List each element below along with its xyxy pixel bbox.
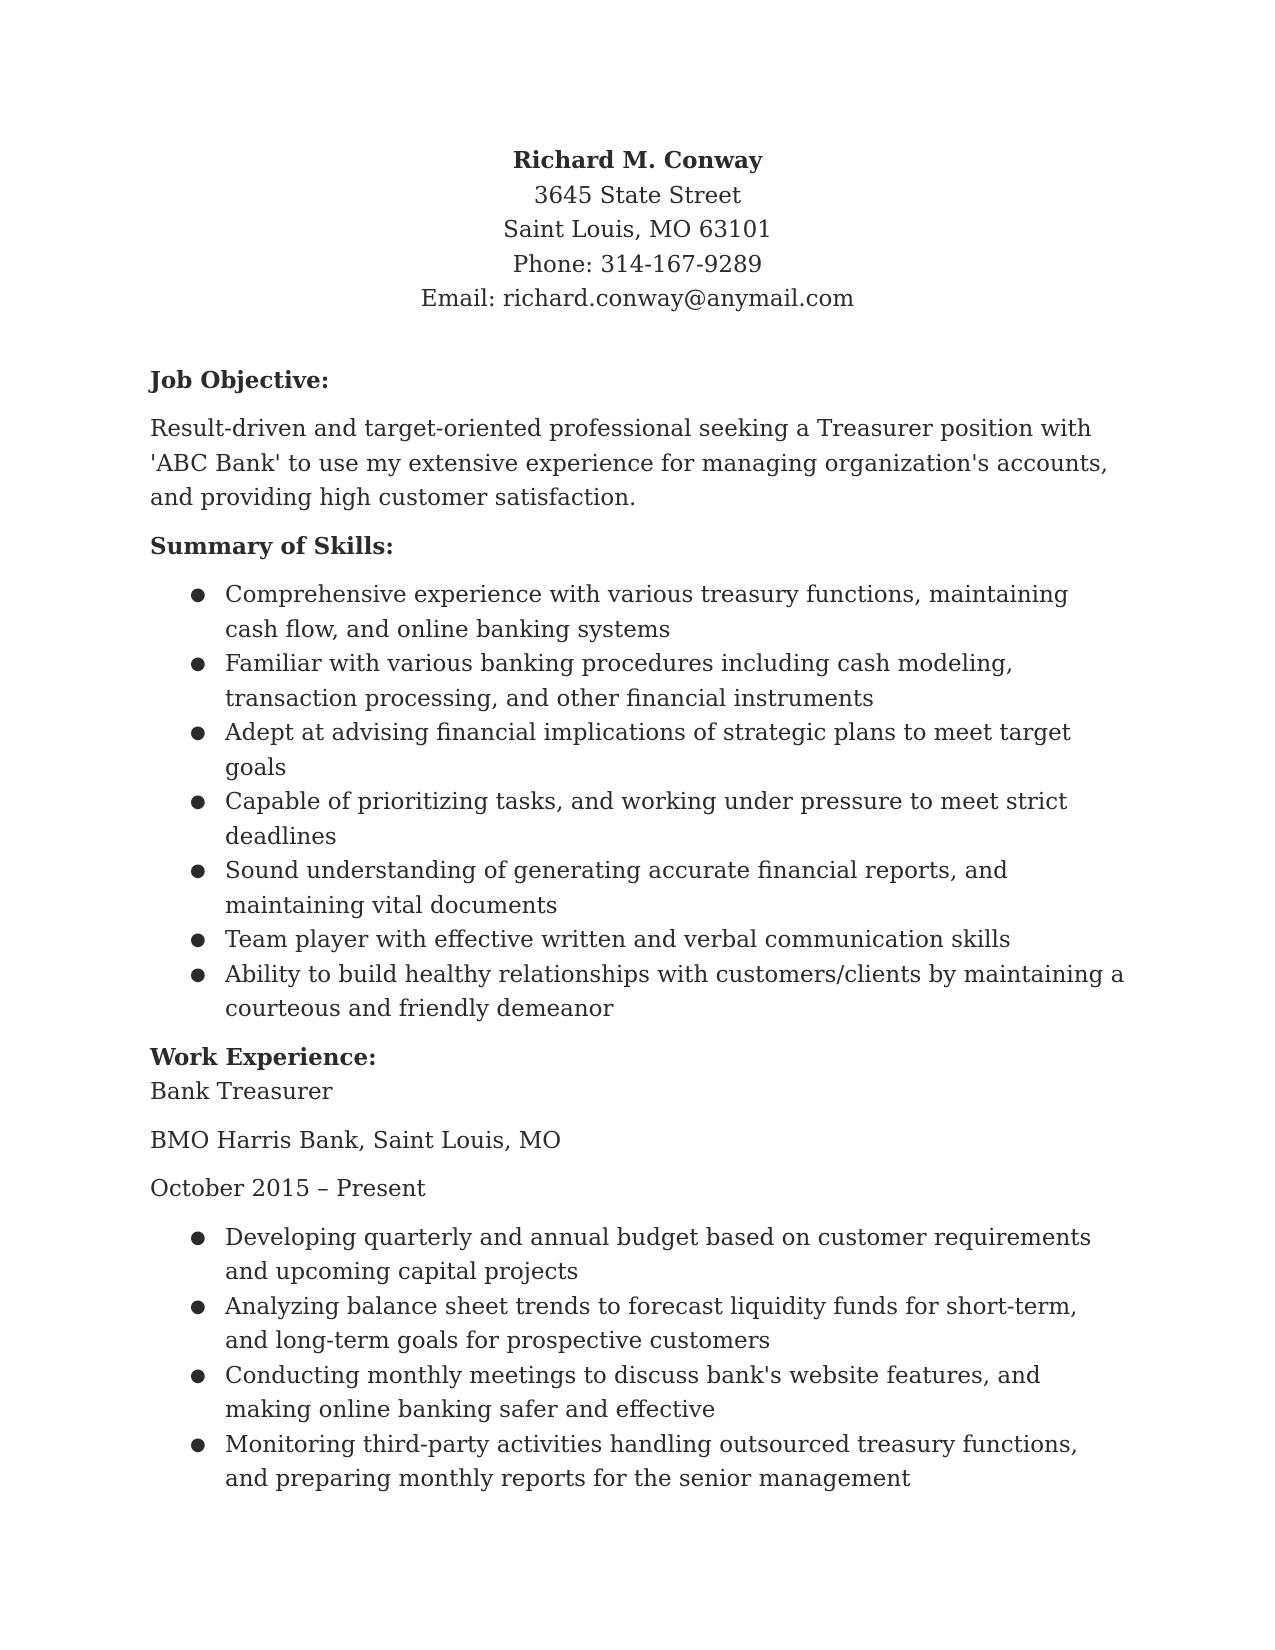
bullet-icon: ● <box>190 1295 206 1317</box>
employer: BMO Harris Bank, Saint Louis, MO <box>150 1127 562 1154</box>
skill-text: Team player with effective written and verbal communication skills <box>225 927 1011 953</box>
duty-text: Analyzing balance sheet trends to forecast liquidity funds for short-term, and long-term goals for prospective customers <box>225 1293 1078 1354</box>
skill-text: Sound understanding of generating accurate financial reports, and maintaining vital documents <box>225 858 1008 919</box>
address-line-2: Saint Louis, MO 63101 <box>503 217 772 243</box>
spacer <box>150 317 1125 364</box>
duty-text: Developing quarterly and annual budget based on customer requirements and upcoming capital projects <box>225 1224 1092 1285</box>
bullet-icon: ● <box>190 963 206 985</box>
bullet-icon: ● <box>190 929 206 950</box>
duty-text: Conducting monthly meetings to discuss bank's website features, and making online banking safer and effective <box>225 1362 1041 1423</box>
list-item <box>150 1290 1125 1359</box>
skill-text: Familiar with various banking procedures including cash modeling, transaction processing, and other financial instruments <box>225 651 1014 712</box>
job-title: Bank Treasurer <box>150 1079 333 1105</box>
list-item <box>150 647 1125 716</box>
bullet-icon: ● <box>190 1433 206 1455</box>
email-address: Email: richard.conway@anymail.com <box>420 286 855 312</box>
resume-content <box>150 144 1125 1497</box>
experience-heading: Work Experience: <box>150 1043 377 1071</box>
employment-dates: October 2015 – Present <box>150 1176 426 1202</box>
candidate-name: Richard M. Conway <box>512 147 763 174</box>
bullet-icon: ● <box>190 860 206 881</box>
skill-text: Adept at advising financial implications of strategic plans to meet target goals <box>225 720 1071 781</box>
list-item <box>150 785 1125 854</box>
bullet-icon: ● <box>190 653 206 674</box>
skills-list <box>150 578 1125 1027</box>
list-item <box>150 958 1125 1027</box>
bullet-icon: ● <box>190 722 206 743</box>
bullet-icon: ● <box>190 791 206 812</box>
objective-heading: Job Objective: <box>150 366 330 394</box>
contact-header <box>150 144 1125 317</box>
list-item <box>150 1359 1125 1428</box>
list-item <box>150 1428 1125 1497</box>
skill-text: Capable of prioritizing tasks, and working under pressure to meet strict deadlines <box>225 789 1068 850</box>
skill-text: Comprehensive experience with various treasury functions, maintaining cash flow, and online banking systems <box>225 582 1069 643</box>
phone-number: Phone: 314-167-9289 <box>512 251 763 278</box>
list-item <box>150 578 1125 647</box>
objective-text: Result-driven and target-oriented professional seeking a Treasurer position with 'ABC Bank' to use my extensive experience for managing organization's accounts, and providing high customer satisfaction. <box>150 416 1108 511</box>
list-item <box>150 854 1125 923</box>
list-item <box>150 716 1125 785</box>
bullet-icon: ● <box>190 1364 206 1386</box>
skills-heading: Summary of Skills: <box>150 532 394 560</box>
duty-text: Monitoring third-party activities handling outsourced treasury functions, and preparing monthly reports for the senior management <box>225 1431 1078 1492</box>
address-line-1: 3645 State Street <box>533 182 742 209</box>
bullet-icon: ● <box>190 1226 206 1248</box>
bullet-icon: ● <box>190 584 206 605</box>
skill-text: Ability to build healthy relationships with customers/clients by maintaining a courteous and friendly demeanor <box>225 961 1125 1022</box>
list-item <box>150 1221 1125 1290</box>
list-item <box>150 923 1125 958</box>
experience-list <box>150 1221 1125 1497</box>
